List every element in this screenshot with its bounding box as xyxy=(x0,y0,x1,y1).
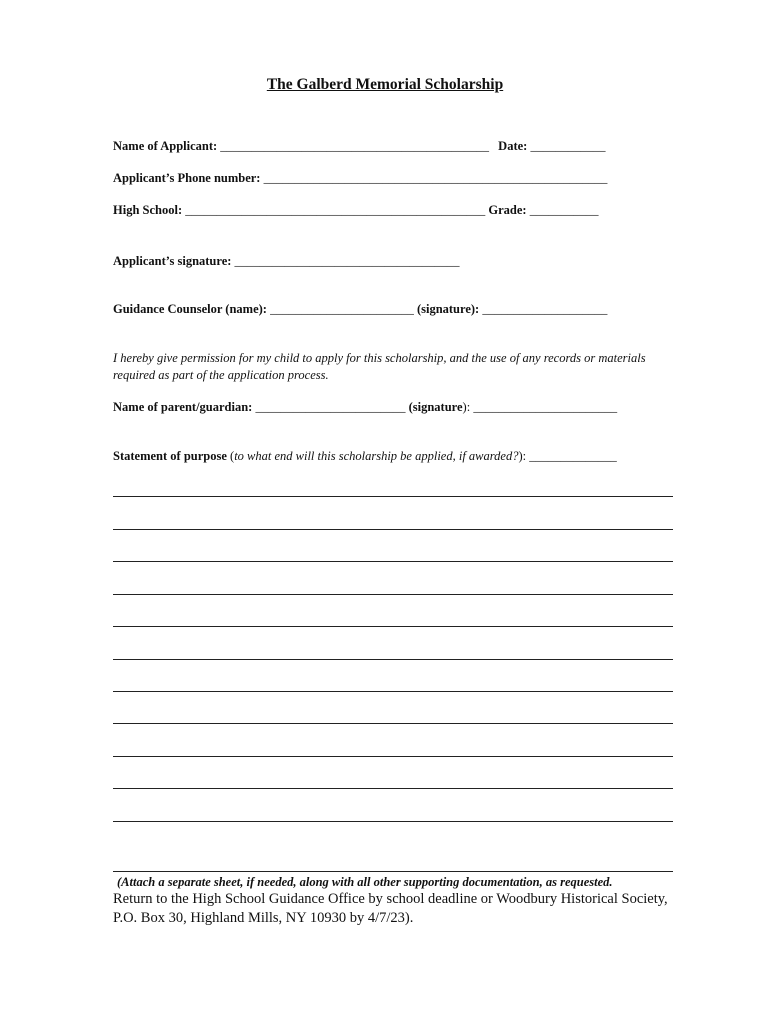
applicant-row xyxy=(113,139,605,154)
date-label: Date: xyxy=(498,139,528,153)
counselor-signature-field[interactable]: ____________________ xyxy=(482,302,608,316)
purpose-writing-line[interactable] xyxy=(113,756,673,757)
parent-signature-label: (signature xyxy=(408,400,463,414)
parent-name-label: Name of parent/guardian: xyxy=(113,400,253,414)
counselor-row xyxy=(113,302,607,317)
phone-row xyxy=(113,171,607,186)
applicant-signature-label: Applicant’s signature: xyxy=(113,254,232,268)
return-instructions: Return to the High School Guidance Office by school deadline or Woodbury Historical Society, P.O. Box 30, Highland Mills, NY 10930 by 4/7/23). xyxy=(113,891,668,926)
date-field[interactable]: ____________ xyxy=(530,139,606,153)
purpose-writing-line[interactable] xyxy=(113,626,673,627)
school-row xyxy=(113,203,598,218)
phone-field[interactable]: _______________________________________________________ xyxy=(263,171,608,185)
grade-field[interactable]: ___________ xyxy=(529,203,599,217)
high-school-label: High School: xyxy=(113,203,183,217)
phone-label: Applicant’s Phone number: xyxy=(113,171,261,185)
applicant-name-field[interactable]: ___________________________________________ xyxy=(220,139,490,153)
counselor-name-label: Guidance Counselor (name): xyxy=(113,302,267,316)
counselor-signature-label: (signature): xyxy=(416,302,480,316)
purpose-writing-line[interactable] xyxy=(113,691,673,692)
purpose-writing-line[interactable] xyxy=(113,723,673,724)
signature-row xyxy=(113,254,460,269)
applicant-signature-field[interactable]: ____________________________________ xyxy=(234,254,460,268)
parent-name-field[interactable]: ________________________ xyxy=(255,400,406,414)
purpose-writing-line[interactable] xyxy=(113,871,673,872)
purpose-writing-line[interactable] xyxy=(113,659,673,660)
purpose-writing-line[interactable] xyxy=(113,496,673,497)
applicant-name-label: Name of Applicant: xyxy=(113,139,218,153)
purpose-writing-line[interactable] xyxy=(113,561,673,562)
purpose-open-paren: ( xyxy=(226,449,235,463)
attach-note: (Attach a separate sheet, if needed, along with all other supporting documentation, as requested. xyxy=(117,875,613,889)
purpose-label: Statement of purpose xyxy=(113,449,227,463)
counselor-name-field[interactable]: _______________________ xyxy=(270,302,414,316)
purpose-writing-line[interactable] xyxy=(113,821,673,822)
permission-statement: I hereby give permission for my child to apply for this scholarship, and the use of any records or materials required as part of the application process. xyxy=(113,351,646,382)
parent-row xyxy=(113,400,617,415)
purpose-writing-line[interactable] xyxy=(113,788,673,789)
form-title: The Galberd Memorial Scholarship xyxy=(266,76,504,93)
purpose-writing-line[interactable] xyxy=(113,529,673,530)
purpose-hint: to what end will this scholarship be applied, if awarded? xyxy=(234,449,519,463)
purpose-close-paren: ): xyxy=(518,449,527,463)
purpose-field[interactable]: ______________ xyxy=(529,449,617,463)
purpose-writing-line[interactable] xyxy=(113,594,673,595)
parent-signature-colon: ): xyxy=(462,400,471,414)
purpose-row xyxy=(113,449,617,464)
parent-signature-field[interactable]: _______________________ xyxy=(473,400,618,414)
grade-label: Grade: xyxy=(488,203,527,217)
high-school-field[interactable]: ________________________________________________ xyxy=(185,203,486,217)
